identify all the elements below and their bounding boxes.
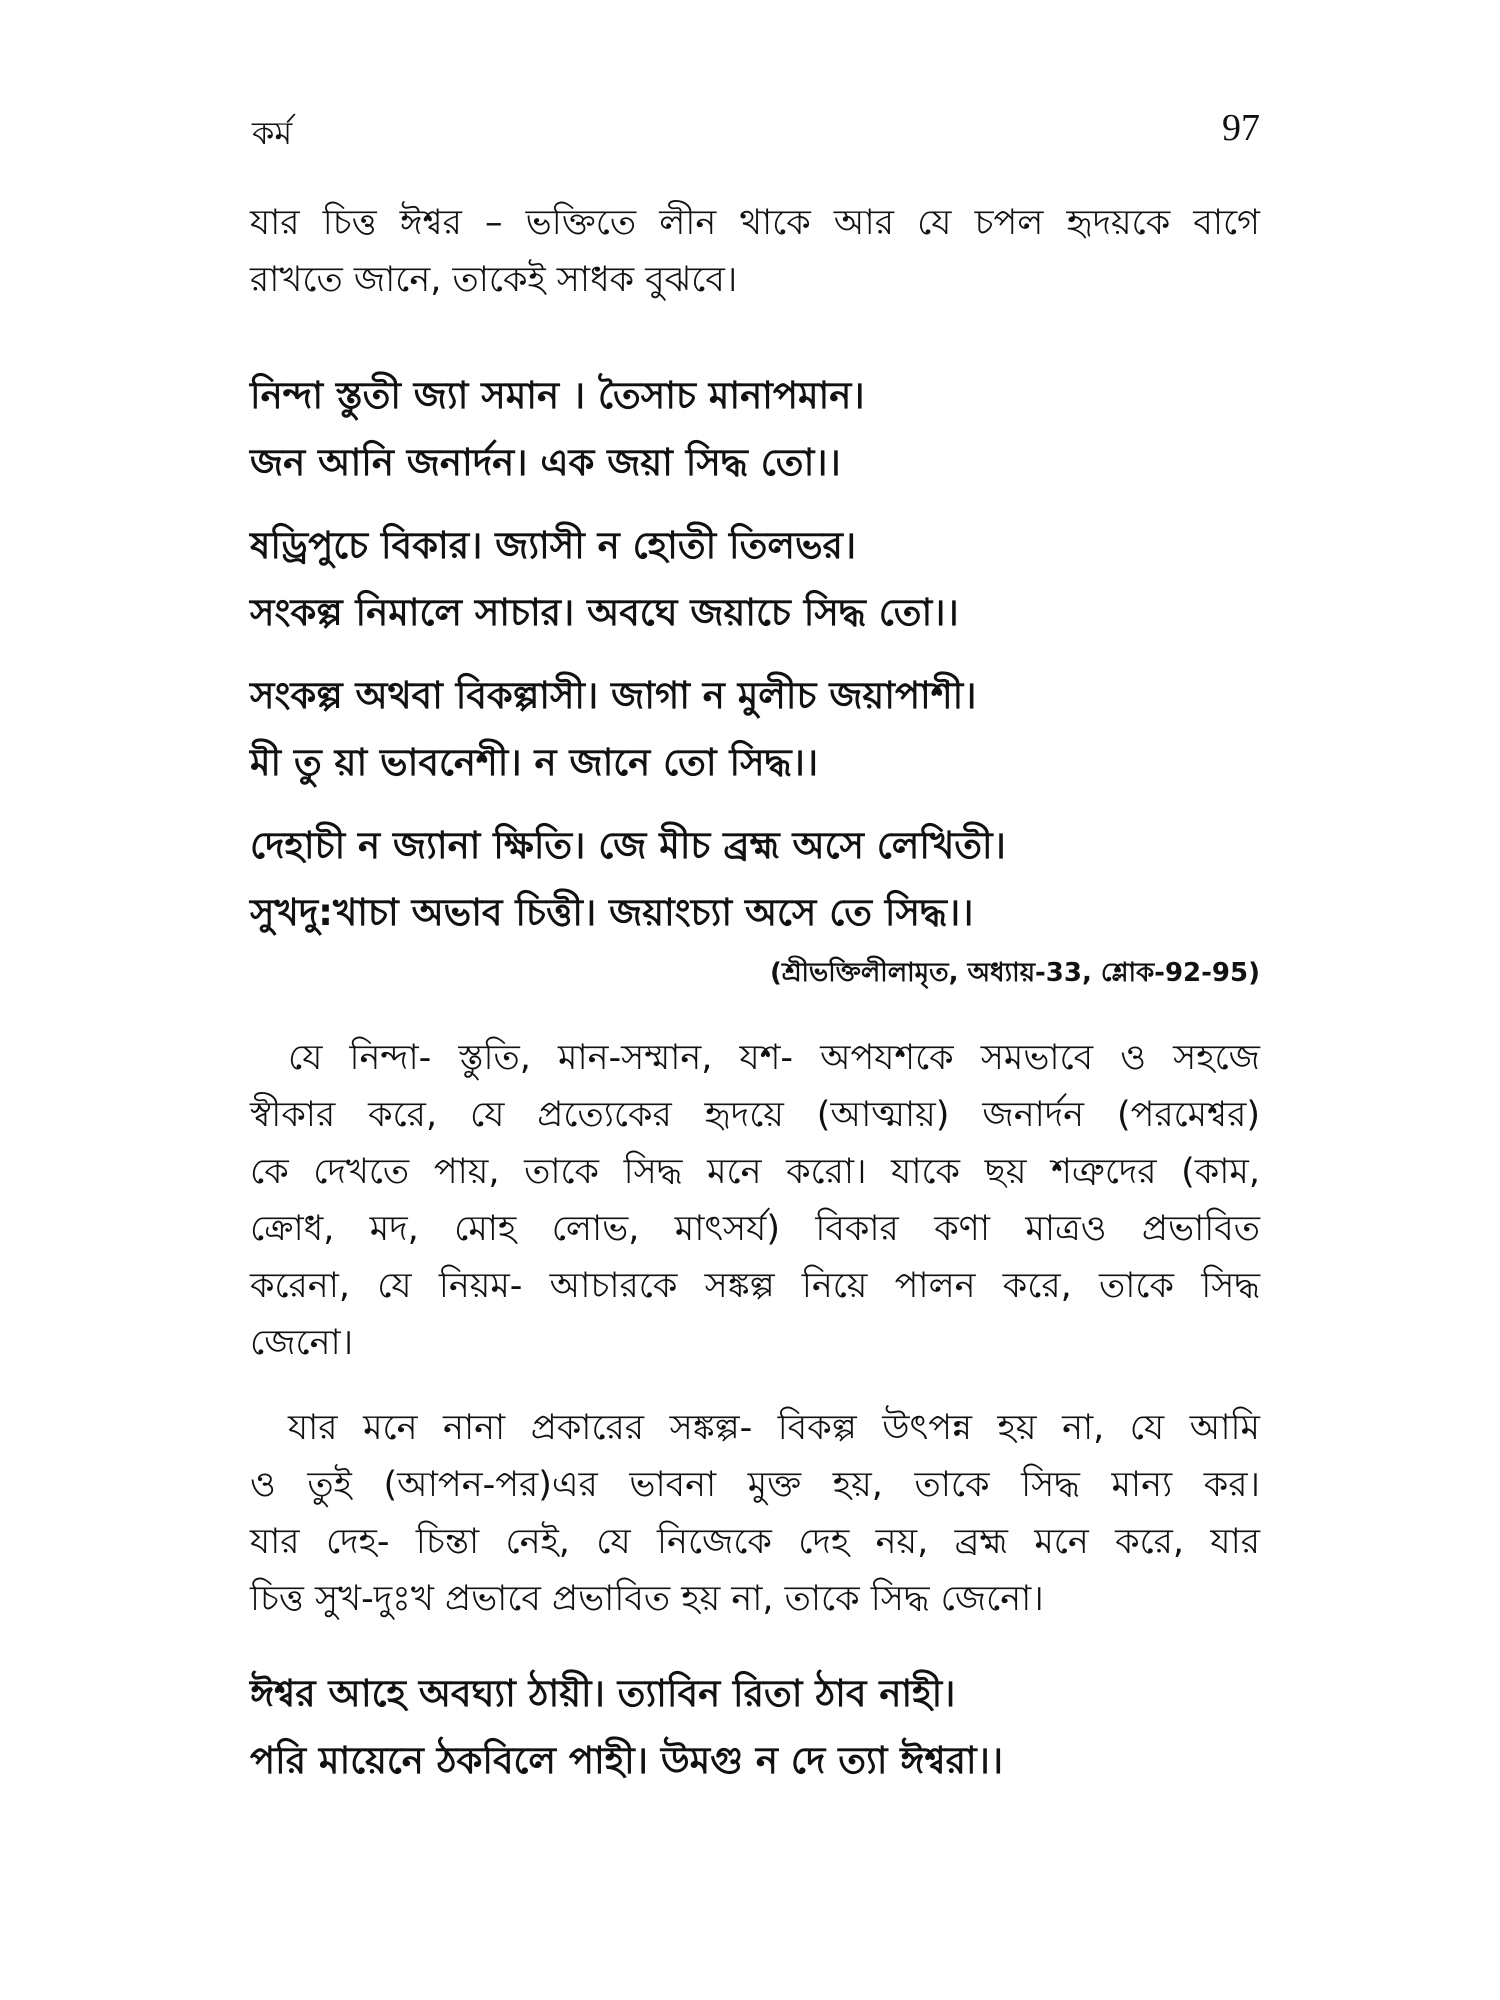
page-header bbox=[250, 100, 1260, 160]
verse-1 bbox=[250, 362, 1260, 496]
verse-4 bbox=[250, 812, 1260, 946]
text-line: যার মনে নানা প্রকারের সঙ্কল্প- বিকল্প উৎপন্ন হয় না, যে আমি bbox=[288, 1408, 1260, 1448]
verse-line: ষড্রিপুচে বিকার। জ্যাসী ন হোতী তিলভর। bbox=[250, 524, 857, 567]
verse-line: নিন্দা স্তুতী জ্যা সমান । তৈসাচ মানাপমান। bbox=[250, 374, 865, 417]
verse-line: সংকল্প অথবা বিকল্পাসী। জাগা ন মুলীচ জয়াপাশী। bbox=[250, 674, 977, 717]
explanation-paragraph-2 bbox=[250, 1400, 1260, 1628]
page-number: 97 bbox=[1222, 107, 1260, 149]
text-line: স্বীকার করে, যে প্রত্যেকের হৃদয়ে (আত্মায়) জনার্দন (পরমেশ্বর) bbox=[250, 1095, 1260, 1135]
text-line: যে নিন্দা- স্তুতি, মান-সম্মান, যশ- অপযশকে সমভাবে ও সহজে bbox=[288, 1038, 1260, 1078]
text-line: যার দেহ- চিন্তা নেই, যে নিজেকে দেহ নয়, ব্রহ্ম মনে করে, যার bbox=[250, 1522, 1260, 1562]
verse-line: দেহাচী ন জ্যানা ক্ষিতি। জে মীচ ব্রহ্ম অসে লেখিতী। bbox=[250, 824, 1006, 867]
book-page bbox=[250, 100, 1260, 1960]
running-head: কর্ম bbox=[252, 114, 293, 152]
verse-line: ঈশ্বর আহে অবঘ্যা ঠায়ী। ত্যাবিন রিতা ঠাব নাহী। bbox=[250, 1672, 956, 1715]
explanation-paragraph-1 bbox=[250, 1030, 1260, 1372]
verse-line: মী তু য়া ভাবনেশী। ন জানে তো সিদ্ধ।। bbox=[250, 741, 819, 784]
text-line: কে দেখতে পায়, তাকে সিদ্ধ মনে করো। যাকে ছয় শত্রুদের (কাম, bbox=[250, 1152, 1260, 1192]
closing-verse bbox=[250, 1660, 1260, 1794]
text-line: করেনা, যে নিয়ম- আচারকে সঙ্কল্প নিয়ে পালন করে, তাকে সিদ্ধ bbox=[250, 1266, 1260, 1306]
verse-line: সংকল্প নিমালে সাচার। অবঘে জয়াচে সিদ্ধ তো।। bbox=[250, 591, 959, 634]
verse-2 bbox=[250, 512, 1260, 646]
verse-line: পরি মায়েনে ঠকবিলে পাহী। উমগু ন দে ত্যা ঈশ্বরা।। bbox=[250, 1739, 1004, 1782]
verse-line: জন আনি জনার্দন। এক জয়া সিদ্ধ তো।। bbox=[250, 441, 841, 484]
intro-paragraph bbox=[250, 195, 1260, 309]
text-line: ও তুই (আপন-পর)এর ভাবনা মুক্ত হয়, তাকে সিদ্ধ মান্য কর। bbox=[250, 1465, 1260, 1505]
text-line: রাখতে জানে, তাকেই সাধক বুঝবে। bbox=[250, 260, 738, 300]
verse-line: সুখদু:খাচা অভাব চিত্তী। জয়াংচ্যা অসে তে সিদ্ধ।। bbox=[250, 891, 974, 934]
text-line: ক্রোধ, মদ, মোহ লোভ, মাৎসর্য) বিকার কণা মাত্রও প্রভাবিত bbox=[250, 1209, 1260, 1249]
text-line: যার চিত্ত ঈশ্বর – ভক্তিতে লীন থাকে আর যে চপল হৃদয়কে বাগে bbox=[250, 203, 1260, 243]
text-line: চিত্ত সুখ-দুঃখ প্রভাবে প্রভাবিত হয় না, তাকে সিদ্ধ জেনো। bbox=[250, 1579, 1044, 1619]
text-line: জেনো। bbox=[250, 1323, 354, 1363]
verse-3 bbox=[250, 662, 1260, 796]
citation: (শ্রীভক্তিলীলামৃত, অধ্যায়-33, শ্লোক-92-95) bbox=[769, 958, 1260, 988]
